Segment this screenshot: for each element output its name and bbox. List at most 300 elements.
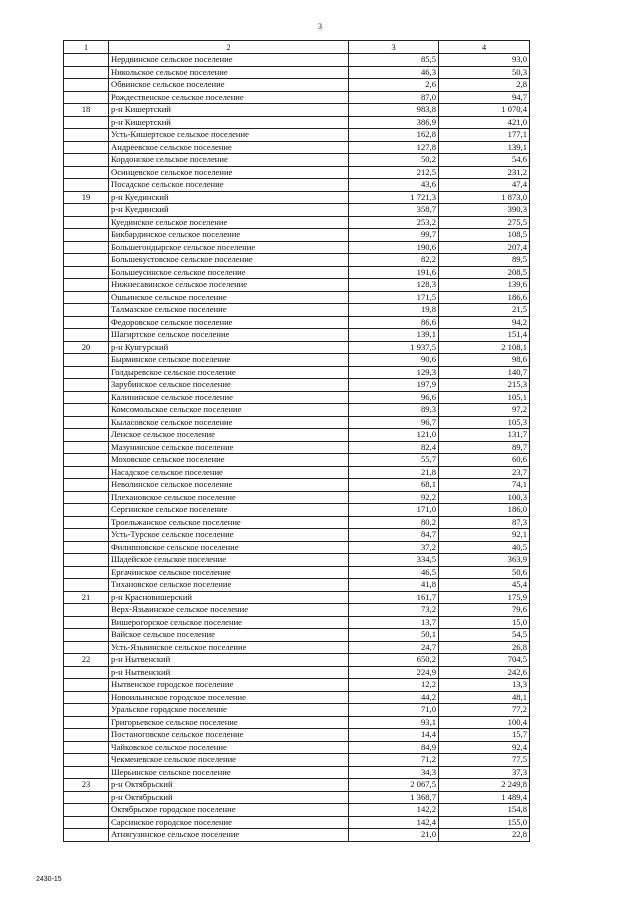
municipality-name: Мазунинское сельское поселение [109,441,349,454]
table-row [64,79,530,92]
municipality-name: р-н Красновишерский [109,591,349,604]
value-a: 2,6 [349,79,439,92]
municipality-name: Кордонское сельское поселение [109,154,349,167]
table-row [64,229,530,242]
table-row [64,416,530,429]
value-b: 186,6 [439,291,530,304]
value-b: 390,3 [439,204,530,217]
value-b: 74,1 [439,479,530,492]
value-a: 50,1 [349,629,439,642]
value-b: 77,5 [439,754,530,767]
value-b: 54,5 [439,629,530,642]
value-a: 19,8 [349,304,439,317]
municipality-name: Кыласовское сельское поселение [109,416,349,429]
municipality-name: Постаноговское сельское поселение [109,729,349,742]
row-number [64,416,109,429]
value-a: 139,1 [349,329,439,342]
value-a: 37,2 [349,541,439,554]
table-row [64,566,530,579]
table-row [64,404,530,417]
value-b: 94,2 [439,316,530,329]
value-b: 79,6 [439,604,530,617]
row-number [64,116,109,129]
value-b: 105,1 [439,391,530,404]
value-a: 128,3 [349,279,439,292]
table-row [64,691,530,704]
value-a: 142,4 [349,816,439,829]
value-b: 92,4 [439,741,530,754]
municipality-name: Вайское сельское поселение [109,629,349,642]
table-row [64,341,530,354]
column-header-value-a: 3 [349,41,439,54]
value-a: 1 368,7 [349,791,439,804]
municipality-name: Обвинское сельское поселение [109,79,349,92]
row-number [64,329,109,342]
row-number [64,816,109,829]
municipality-name: Моховское сельское поселение [109,454,349,467]
row-number [64,804,109,817]
municipality-name: Вишерогорское сельское поселение [109,616,349,629]
table-row [64,579,530,592]
table-row [64,629,530,642]
municipality-name: Талмазское сельское поселение [109,304,349,317]
value-a: 191,6 [349,266,439,279]
value-a: 197,9 [349,379,439,392]
value-a: 127,8 [349,141,439,154]
table-row [64,541,530,554]
table-row [64,529,530,542]
row-number [64,304,109,317]
value-b: 97,2 [439,404,530,417]
table-row [64,204,530,217]
value-a: 21,8 [349,466,439,479]
value-a: 13,7 [349,616,439,629]
municipality-name: Тихановское сельское поселение [109,579,349,592]
value-a: 224,9 [349,666,439,679]
value-b: 22,8 [439,829,530,842]
row-number [64,166,109,179]
table-header-row [64,41,530,54]
table-row [64,741,530,754]
table-row [64,466,530,479]
table-row [64,91,530,104]
value-a: 129,3 [349,366,439,379]
row-number [64,616,109,629]
value-a: 161,7 [349,591,439,604]
row-number [64,729,109,742]
value-b: 54,6 [439,154,530,167]
row-number [64,391,109,404]
row-number [64,829,109,842]
municipality-name: Атнягузинское сельское поселение [109,829,349,842]
value-b: 139,1 [439,141,530,154]
value-a: 92,2 [349,491,439,504]
municipality-name: Насадское сельское поселение [109,466,349,479]
table-row [64,291,530,304]
row-number [64,491,109,504]
value-b: 207,4 [439,241,530,254]
municipality-name: Калининское сельское поселение [109,391,349,404]
value-b: 1 873,0 [439,191,530,204]
municipality-name: Уральское городское поселение [109,704,349,717]
value-b: 186,0 [439,504,530,517]
value-a: 93,1 [349,716,439,729]
municipality-name: Усть-Кишертское сельское поселение [109,129,349,142]
municipality-name: Зарубинское сельское поселение [109,379,349,392]
value-b: 139,6 [439,279,530,292]
municipality-name: р-н Нытвенский [109,654,349,667]
table-row [64,779,530,792]
row-number [64,404,109,417]
row-number [64,54,109,67]
table-row [64,379,530,392]
table-body [64,54,530,842]
row-number [64,429,109,442]
value-a: 84,7 [349,529,439,542]
value-b: 100,3 [439,491,530,504]
row-number [64,579,109,592]
municipality-name: р-н Куединский [109,191,349,204]
row-number [64,741,109,754]
table-row [64,66,530,79]
municipality-name: Бырминское сельское поселение [109,354,349,367]
value-a: 85,5 [349,54,439,67]
value-b: 50,6 [439,566,530,579]
value-b: 89,7 [439,441,530,454]
table-row [64,729,530,742]
municipality-name: Комсомольское сельское поселение [109,404,349,417]
table-row [64,391,530,404]
value-b: 100,4 [439,716,530,729]
row-number [64,66,109,79]
municipality-name: Куединское сельское поселение [109,216,349,229]
row-number [64,516,109,529]
value-b: 242,6 [439,666,530,679]
value-b: 48,1 [439,691,530,704]
value-b: 177,1 [439,129,530,142]
value-b: 21,5 [439,304,530,317]
table-row [64,516,530,529]
row-number [64,504,109,517]
row-number [64,791,109,804]
row-number: 19 [64,191,109,204]
value-b: 45,4 [439,579,530,592]
value-b: 89,5 [439,254,530,267]
table-row [64,754,530,767]
value-b: 208,5 [439,266,530,279]
table-row [64,616,530,629]
municipality-name: Новоильинское городское поселение [109,691,349,704]
table-row [64,316,530,329]
row-number [64,366,109,379]
municipality-name: р-н Октябрьский [109,791,349,804]
value-a: 21,0 [349,829,439,842]
value-a: 96,6 [349,391,439,404]
row-number [64,179,109,192]
value-a: 99,7 [349,229,439,242]
row-number [64,666,109,679]
value-a: 1 721,3 [349,191,439,204]
row-number: 20 [64,341,109,354]
table-row [64,504,530,517]
municipality-name: Голдыревское сельское поселение [109,366,349,379]
value-b: 40,5 [439,541,530,554]
row-number [64,129,109,142]
row-number [64,629,109,642]
municipality-name: Григорьевское сельское поселение [109,716,349,729]
municipality-name: Федоровское сельское поселение [109,316,349,329]
table-row [64,604,530,617]
municipality-name: Нердвинское сельское поселение [109,54,349,67]
table-row [64,166,530,179]
value-b: 47,4 [439,179,530,192]
table-row [64,791,530,804]
value-a: 86,6 [349,316,439,329]
table-row [64,716,530,729]
table-row [64,641,530,654]
table-row [64,804,530,817]
municipality-name: р-н Куединский [109,204,349,217]
table-row [64,366,530,379]
value-b: 155,0 [439,816,530,829]
municipality-name: Рождественское сельское поселение [109,91,349,104]
value-b: 175,9 [439,591,530,604]
value-a: 12,2 [349,679,439,692]
value-b: 15,7 [439,729,530,742]
value-b: 231,2 [439,166,530,179]
row-number [64,91,109,104]
table-row [64,354,530,367]
row-number [64,754,109,767]
value-a: 84,9 [349,741,439,754]
value-a: 14,4 [349,729,439,742]
value-b: 140,7 [439,366,530,379]
value-a: 50,2 [349,154,439,167]
value-a: 82,4 [349,441,439,454]
row-number [64,154,109,167]
municipality-name: Филипповское сельское поселение [109,541,349,554]
municipality-name: Посадское сельское поселение [109,179,349,192]
value-a: 212,5 [349,166,439,179]
value-b: 94,7 [439,91,530,104]
table-row [64,666,530,679]
value-b: 131,7 [439,429,530,442]
municipality-name: р-н Кишертский [109,104,349,117]
column-header-number: 1 [64,41,109,54]
table-row [64,329,530,342]
municipality-name: Шагиртское сельское поселение [109,329,349,342]
municipality-name: Плехановское сельское поселение [109,491,349,504]
value-b: 2,8 [439,79,530,92]
value-b: 37,3 [439,766,530,779]
value-a: 89,3 [349,404,439,417]
value-a: 1 937,5 [349,341,439,354]
value-b: 704,5 [439,654,530,667]
municipality-name: Нижнесавинское сельское поселение [109,279,349,292]
municipality-name: Ошьинское сельское поселение [109,291,349,304]
table-row [64,279,530,292]
value-b: 92,1 [439,529,530,542]
row-number [64,266,109,279]
table-row [64,766,530,779]
row-number: 23 [64,779,109,792]
value-b: 421,0 [439,116,530,129]
table-row [64,241,530,254]
municipality-name: Троельжанское сельское поселение [109,516,349,529]
value-a: 121,0 [349,429,439,442]
municipality-name: Осинцевское сельское поселение [109,166,349,179]
value-b: 15,0 [439,616,530,629]
value-b: 275,5 [439,216,530,229]
municipality-name: Большегондырское сельское поселение [109,241,349,254]
municipality-name: р-н Кишертский [109,116,349,129]
table-row [64,129,530,142]
row-number [64,254,109,267]
municipality-name: Ленское сельское поселение [109,429,349,442]
municipality-name: Сарсинское городское поселение [109,816,349,829]
row-number [64,641,109,654]
budget-table [63,40,530,842]
table-row [64,554,530,567]
value-b: 87,3 [439,516,530,529]
value-a: 24,7 [349,641,439,654]
municipality-name: Верх-Язьвинское сельское поселение [109,604,349,617]
value-a: 2 067,5 [349,779,439,792]
value-b: 26,8 [439,641,530,654]
value-a: 73,2 [349,604,439,617]
value-a: 190,6 [349,241,439,254]
value-a: 386,9 [349,116,439,129]
municipality-name: Усть-Турское сельское поселение [109,529,349,542]
municipality-name: Шадейское сельское поселение [109,554,349,567]
value-a: 43,6 [349,179,439,192]
value-b: 1 489,4 [439,791,530,804]
row-number: 21 [64,591,109,604]
municipality-name: Никольское сельское поселение [109,66,349,79]
row-number [64,766,109,779]
row-number [64,479,109,492]
municipality-name: Андреевское сельское поселение [109,141,349,154]
row-number [64,204,109,217]
value-b: 108,5 [439,229,530,242]
table-row [64,454,530,467]
row-number [64,679,109,692]
page-number: 3 [318,22,322,31]
value-b: 363,9 [439,554,530,567]
row-number [64,554,109,567]
table-row [64,591,530,604]
value-a: 162,8 [349,129,439,142]
column-header-name: 2 [109,41,349,54]
row-number [64,716,109,729]
value-b: 60,6 [439,454,530,467]
municipality-name: Шерьинское сельское поселение [109,766,349,779]
municipality-name: Ергачинское сельское поселение [109,566,349,579]
row-number [64,441,109,454]
row-number [64,216,109,229]
value-b: 77,2 [439,704,530,717]
row-number [64,279,109,292]
value-a: 46,5 [349,566,439,579]
table-row [64,429,530,442]
table-row [64,829,530,842]
row-number [64,604,109,617]
row-number [64,529,109,542]
row-number [64,141,109,154]
municipality-name: Чекменевское сельское поселение [109,754,349,767]
municipality-name: Большеусинское сельское поселение [109,266,349,279]
value-a: 358,7 [349,204,439,217]
table-row [64,704,530,717]
table-row [64,254,530,267]
value-a: 44,2 [349,691,439,704]
municipality-name: р-н Октябрьский [109,779,349,792]
value-a: 87,0 [349,91,439,104]
value-a: 142,2 [349,804,439,817]
table-row [64,479,530,492]
value-a: 253,2 [349,216,439,229]
row-number: 18 [64,104,109,117]
table-row [64,54,530,67]
row-number [64,566,109,579]
value-a: 41,8 [349,579,439,592]
value-a: 80,2 [349,516,439,529]
table-row [64,154,530,167]
municipality-name: Большекустовское сельское поселение [109,254,349,267]
row-number [64,79,109,92]
table-row [64,104,530,117]
row-number [64,541,109,554]
row-number [64,466,109,479]
value-a: 71,2 [349,754,439,767]
value-a: 82,2 [349,254,439,267]
value-a: 96,7 [349,416,439,429]
table-row [64,179,530,192]
row-number: 22 [64,654,109,667]
table-row [64,441,530,454]
row-number [64,354,109,367]
row-number [64,316,109,329]
table-row [64,191,530,204]
row-number [64,691,109,704]
row-number [64,379,109,392]
document-code: 2430-15 [36,876,62,883]
value-b: 93,0 [439,54,530,67]
table-row [64,116,530,129]
table-row [64,266,530,279]
value-b: 98,6 [439,354,530,367]
value-b: 105,3 [439,416,530,429]
value-b: 13,3 [439,679,530,692]
value-a: 171,0 [349,504,439,517]
value-a: 68,1 [349,479,439,492]
value-b: 2 108,1 [439,341,530,354]
value-b: 154,8 [439,804,530,817]
row-number [64,241,109,254]
value-b: 50,3 [439,66,530,79]
table-row [64,141,530,154]
value-a: 650,2 [349,654,439,667]
municipality-name: Чайковское сельское поселение [109,741,349,754]
value-a: 55,7 [349,454,439,467]
municipality-name: Октябрьское городское поселение [109,804,349,817]
row-number [64,229,109,242]
municipality-name: Усть-Язьвинское сельское поселение [109,641,349,654]
row-number [64,454,109,467]
value-a: 171,5 [349,291,439,304]
municipality-name: р-н Кунгурский [109,341,349,354]
value-b: 23,7 [439,466,530,479]
